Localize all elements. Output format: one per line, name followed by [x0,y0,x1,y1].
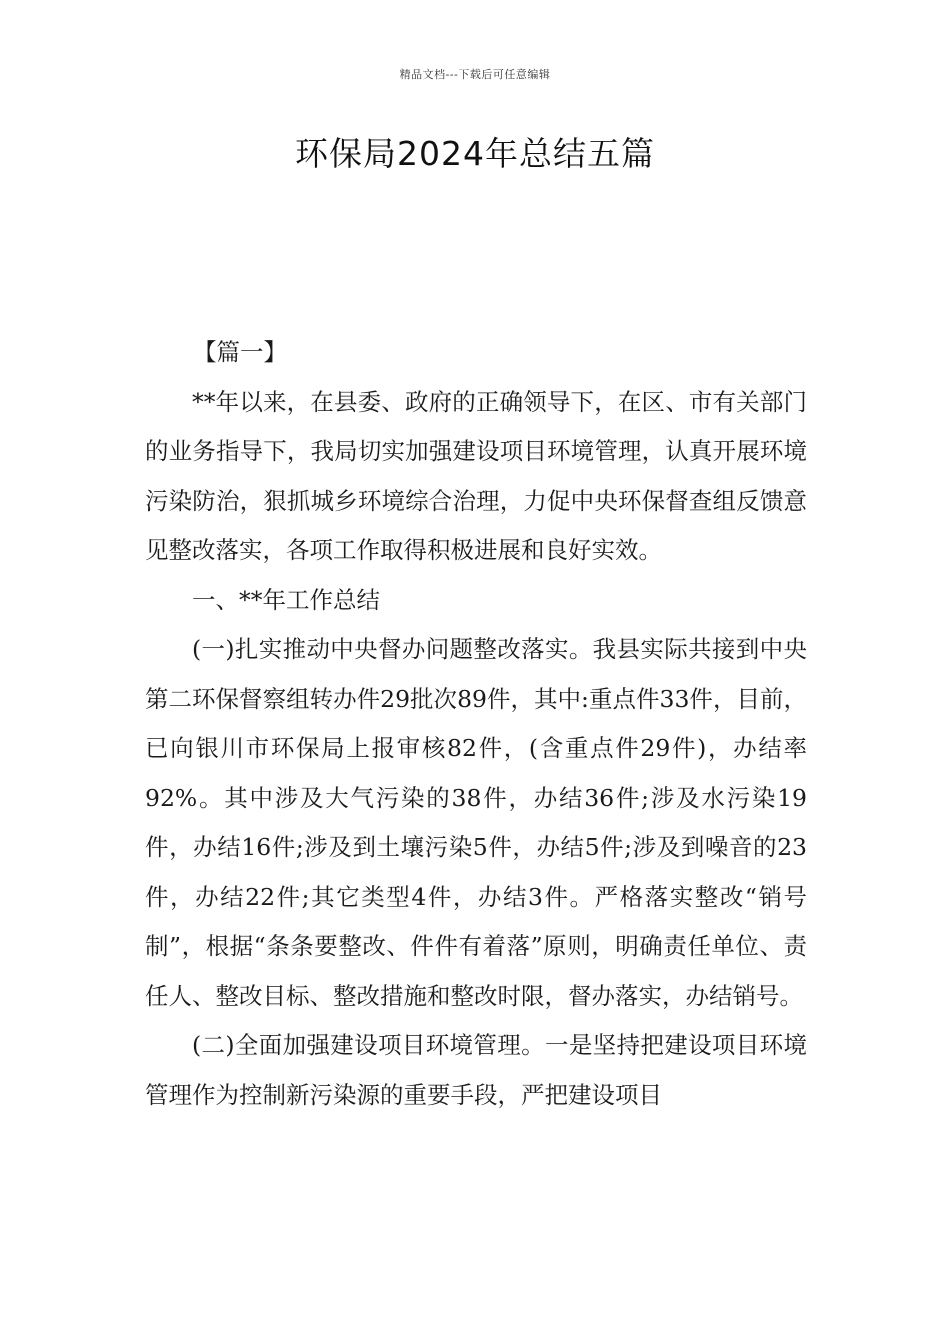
document-title: 环保局2024年总结五篇 [295,134,655,173]
header-note: 精品文档---下载后可任意编辑 [399,68,551,81]
paragraph-intro: **年以来，在县委、政府的正确领导下，在区、市有关部门的业务指导下，我局切实加强建设项目环境管理，认真开展环境污染防治，狠抓城乡环境综合治理，力促中央环保督查组反馈意见整改落实，各项工作取得积极进展和良好实效。 [145,387,807,564]
heading-work-summary: 一、**年工作总结 [192,585,380,614]
paragraph-project-management: (二)全面加强建设项目环境管理。一是坚持把建设项目环境管理作为控制新污染源的重要手段，严把建设项目 [145,1031,807,1109]
section-label: 【篇一】 [193,338,287,366]
document-body [145,328,807,1120]
paragraph-rectification: (一)扎实推动中央督办问题整改落实。我县实际共接到中央第二环保督察组转办件29批次89件，其中:重点件33件，目前，已向银川市环保局上报审核82件，(含重点件29件)，办结率92%。其中涉及大气污染的38件，办结36件;涉及水污染19件，办结16件;涉及到土壤污染5件，办结5件;涉及到噪音的23件，办结22件;其它类型4件，办结3件。严格落实整改“销号制”，根据“条条要整改、件件有着落”原则，明确责任单位、责任人、整改目标、整改措施和整改时限，督办落实，办结销号。 [145,635,807,1010]
